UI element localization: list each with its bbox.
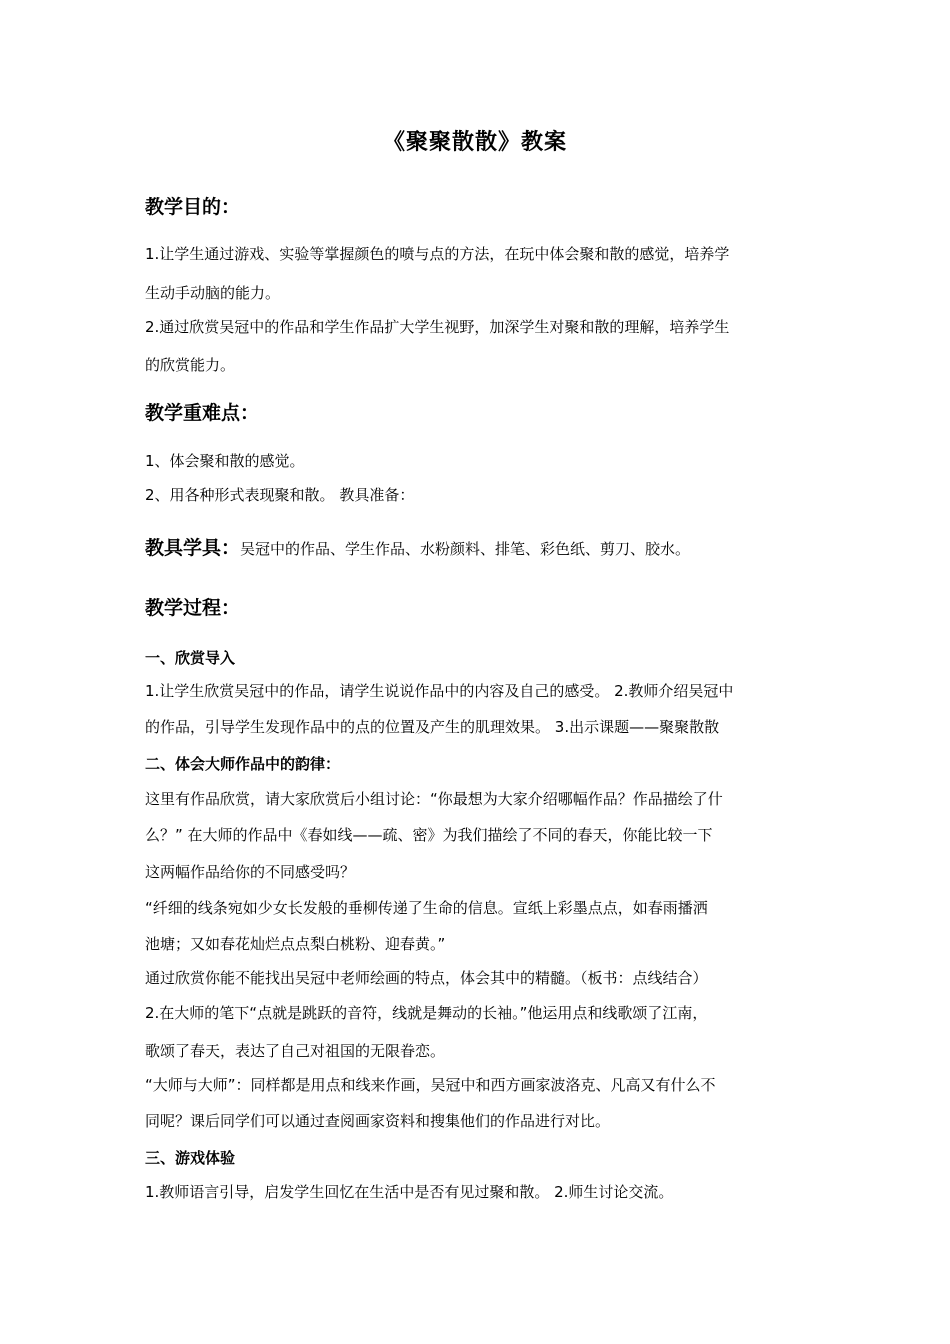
section2-line: 同呢？课后同学们可以通过查阅画家资料和搜集他们的作品进行对比。 xyxy=(145,1112,611,1130)
section2-line: “大师与大师”：同样都是用点和线来作画，吴冠中和西方画家波洛克、凡高又有什么不 xyxy=(145,1076,716,1094)
key-points-line: 2、用各种形式表现聚和散。 教具准备： xyxy=(145,486,415,504)
objectives-line: 生动手动脑的能力。 xyxy=(145,284,281,302)
process-heading: 教学过程： xyxy=(145,597,241,619)
section2-line: 通过欣赏你能不能找出吴冠中老师绘画的特点，体会其中的精髓。（板书：点线结合） xyxy=(145,969,708,987)
objectives-heading: 教学目的： xyxy=(145,196,241,218)
section2-line: 这两幅作品给你的不同感受吗？ xyxy=(145,863,356,881)
section3-line: 1.教师语言引导，启发学生回忆在生活中是否有见过聚和散。 2.师生讨论交流。 xyxy=(145,1183,674,1201)
key-points-line: 1、体会聚和散的感觉。 xyxy=(145,452,305,470)
objectives-line: 1.让学生通过游戏、实验等掌握颜色的喷与点的方法，在玩中体会聚和散的感觉，培养学 xyxy=(145,245,730,263)
section2-line: “纤细的线条宛如少女长发般的垂柳传递了生命的信息。宣纸上彩墨点点，如春雨播洒 xyxy=(145,899,708,917)
materials-heading: 教具学具： xyxy=(145,537,241,559)
materials-line xyxy=(145,533,690,564)
section1-heading: 一、欣赏导入 xyxy=(145,649,236,667)
section2-line: 池塘；又如春花灿烂点点梨白桃粉、迎春黄。” xyxy=(145,935,446,953)
section2-line: 歌颂了春天，表达了自己对祖国的无限眷恋。 xyxy=(145,1042,446,1060)
objectives-line: 的欣赏能力。 xyxy=(145,356,236,374)
section3-heading: 三、游戏体验 xyxy=(145,1149,236,1167)
section2-line: 2.在大师的笔下“点就是跳跃的音符，线就是舞动的长袖。”他运用点和线歌颂了江南， xyxy=(145,1004,708,1022)
document-title: 《聚聚散散》教案 xyxy=(382,130,567,155)
section2-line: 么？” 在大师的作品中《春如线——疏、密》为我们描绘了不同的春天，你能比较一下 xyxy=(145,826,713,844)
section1-line: 1.让学生欣赏吴冠中的作品，请学生说说作品中的内容及自己的感受。 2.教师介绍吴冠中 xyxy=(145,682,734,700)
section2-line: 这里有作品欣赏，请大家欣赏后小组讨论：“你最想为大家介绍哪幅作品？作品描绘了什 xyxy=(145,790,723,808)
key-points-heading: 教学重难点： xyxy=(145,402,260,424)
objectives-line: 2.通过欣赏吴冠中的作品和学生作品扩大学生视野，加深学生对聚和散的理解，培养学生 xyxy=(145,318,730,336)
section1-line: 的作品，引导学生发现作品中的点的位置及产生的肌理效果。 3.出示课题——聚聚散散 xyxy=(145,718,720,736)
section2-heading: 二、体会大师作品中的韵律： xyxy=(145,755,341,773)
materials-text: 吴冠中的作品、学生作品、水粉颜料、排笔、彩色纸、剪刀、胶水。 xyxy=(240,540,691,558)
